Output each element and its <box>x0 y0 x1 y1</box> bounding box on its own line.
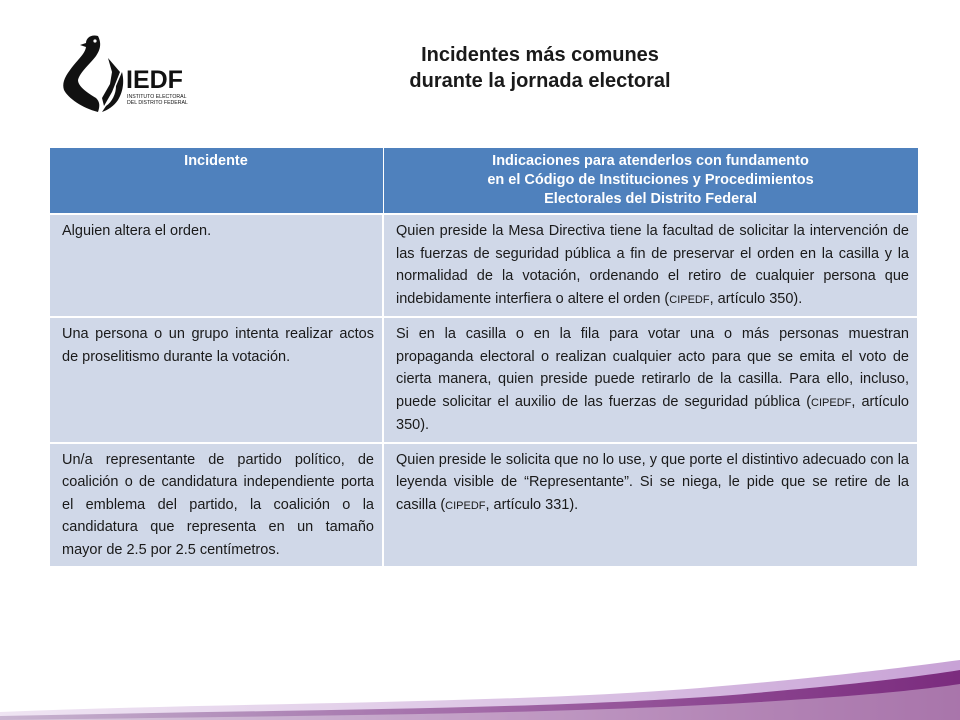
indicacion-text: Si en la casilla o en la fila para votar una o más personas muestran propaganda electoral o realizan cualquier acto para que se emita el voto de cierta manera, quien preside puede retirarlo de la casilla. Para ello, incluso, puede solicitar el auxilio de las fuerzas de seguridad pública ( <box>396 326 909 410</box>
table-row <box>49 443 918 568</box>
article-ref: , artículo 331). <box>485 496 579 513</box>
iedf-logo <box>58 32 198 114</box>
article-ref: , artículo 350). <box>709 290 803 307</box>
indicacion-text: Quien preside la Mesa Directiva tiene la facultad de solicitar la intervención de las fuerzas de seguridad pública a fin de preservar el orden en la casilla y la normalidad de la votación, ordenando el retiro de cualquier persona que indebidamente interfiera o altere el orden ( <box>396 223 909 307</box>
table-row <box>49 317 918 443</box>
page-title-line1: Incidentes más comunes <box>421 44 659 66</box>
logo-subtitle-1: INSTITUTO ELECTORAL <box>127 94 187 100</box>
incidente-cell: Alguien altera el orden. <box>49 214 383 317</box>
header-indicaciones-line1: Indicaciones para atenderlos con fundamento <box>492 153 809 169</box>
logo-subtitle-2: DEL DISTRITO FEDERAL <box>127 100 188 106</box>
cipedf-cite: CIPEDF <box>669 293 710 306</box>
article-ref: , artículo 350). <box>396 393 909 433</box>
page-title <box>300 42 780 94</box>
incidents-table <box>48 148 919 568</box>
indicacion-cell <box>383 443 918 568</box>
indicacion-cell <box>383 214 918 317</box>
incidente-cell: Una persona o un grupo intenta realizar actos de proselitismo durante la votación. <box>49 317 383 443</box>
header-indicaciones-line3: Electorales del Distrito Federal <box>544 191 757 207</box>
page-title-line2: durante la jornada electoral <box>409 70 671 92</box>
cipedf-cite: CIPEDF <box>445 499 486 512</box>
indicacion-cell <box>383 317 918 443</box>
header-incidente: Incidente <box>49 148 383 214</box>
cipedf-cite: CIPEDF <box>811 396 852 409</box>
table-row <box>49 214 918 317</box>
incidente-cell: Un/a representante de partido político, de coalición o de candidatura independiente porta el emblema del partido, la coalición o la candidatura que representa en un tamaño mayor de 2.5 por 2.5 centímetros. <box>49 443 383 568</box>
table-header-row <box>49 148 918 214</box>
decorative-wave <box>0 640 960 720</box>
indicacion-text: Quien preside le solicita que no lo use, y que porte el distintivo adecuado con la leyenda visible de “Representante”. Si se niega, le pide que se retire de la casilla ( <box>396 451 909 513</box>
logo-brand: IEDF <box>126 66 183 94</box>
header-indicaciones-line2: en el Código de Instituciones y Procedimientos <box>487 172 814 188</box>
header-indicaciones <box>383 148 918 214</box>
